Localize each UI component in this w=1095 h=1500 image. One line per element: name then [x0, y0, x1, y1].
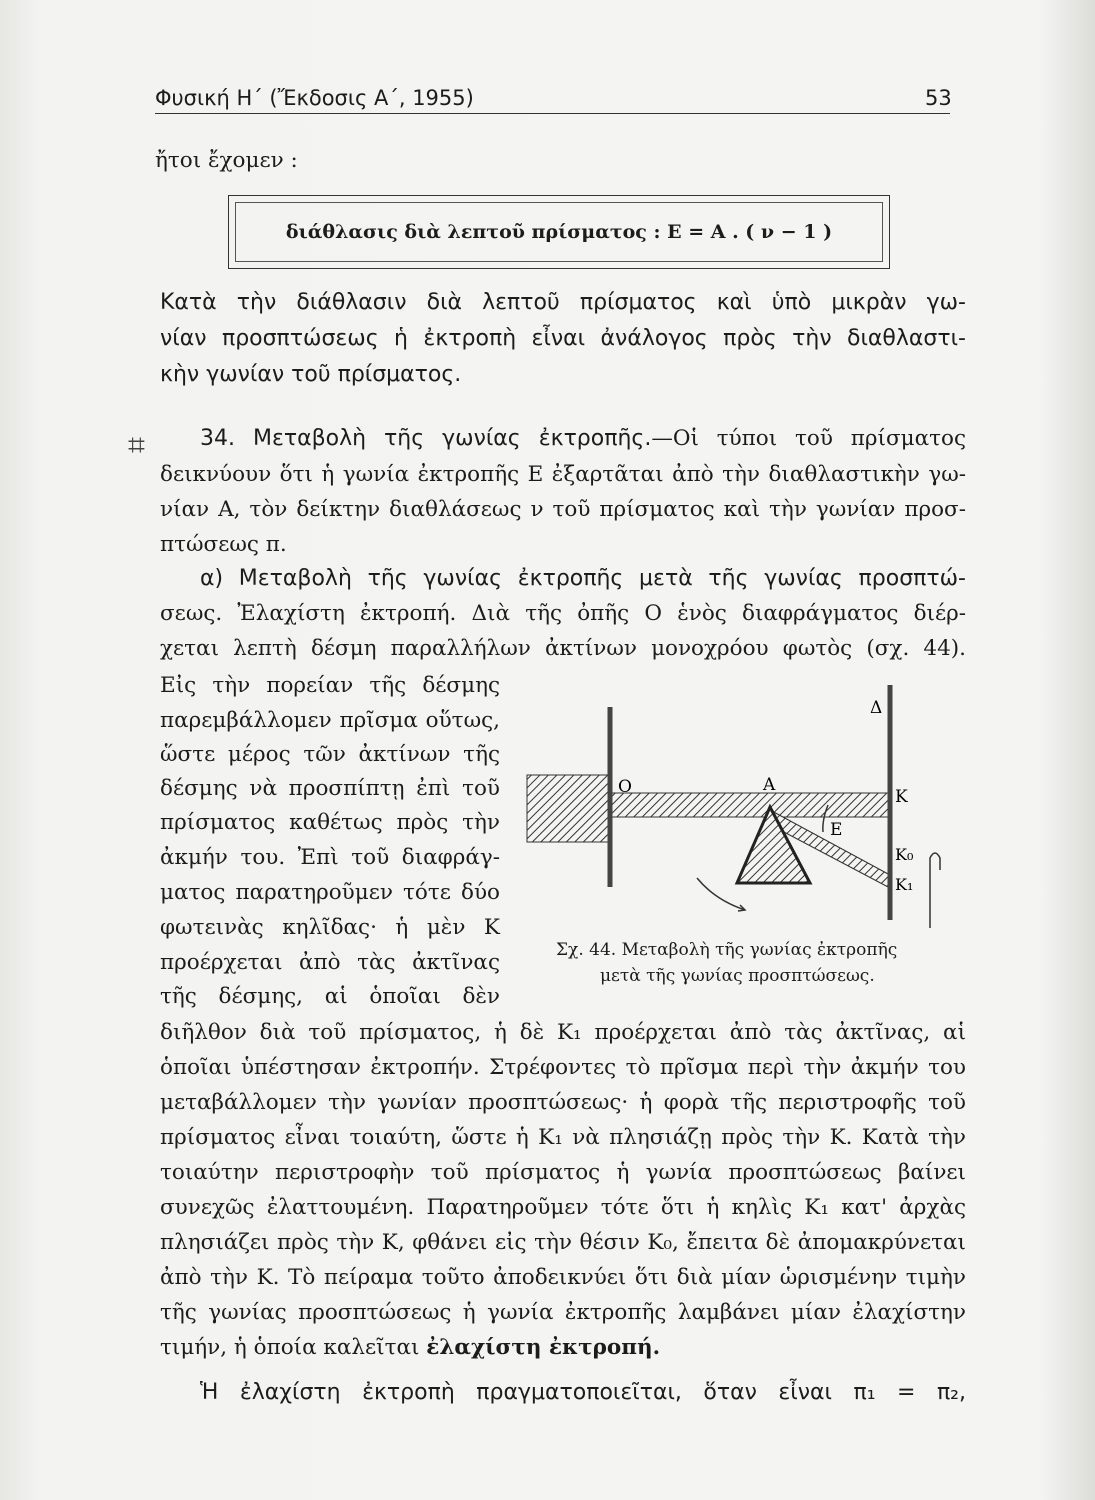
column-line: Εἰς τὴν πορείαν τῆς δέσμης	[160, 673, 500, 698]
header-rule	[155, 113, 950, 114]
motion-arrow	[930, 853, 940, 928]
body-line: μεταβάλλομεν τὴν γωνίαν προσπτώσεως· ἡ φορὰ τῆς περιστροφῆς τοῦ	[160, 1090, 966, 1115]
running-header-title: Φυσική Η΄ (Ἔκδοσις Α΄, 1955)	[155, 86, 474, 110]
column-line: πρίσματος καθέτως πρὸς τὴν	[160, 810, 500, 835]
label-O: Ο	[618, 777, 632, 797]
column-line: τῆς δέσμης, αἱ ὁποῖαι δὲν	[160, 984, 500, 1009]
incident-beam	[527, 775, 609, 842]
label-Delta: Δ	[870, 698, 883, 718]
label-K: Κ	[895, 787, 908, 807]
transmitted-beam	[609, 793, 891, 817]
handwritten-margin-mark: ⌗	[128, 428, 145, 463]
figure-44-diagram	[490, 680, 970, 930]
section-34-line: πτώσεως π.	[160, 532, 287, 557]
column-line: προέρχεται ἀπὸ τὰς ἀκτῖνας	[160, 950, 500, 975]
column-line: δέσμης νὰ προσπίπτῃ ἐπὶ τοῦ	[160, 776, 500, 801]
column-line: ὥστε μέρος τῶν ἀκτίνων τῆς	[160, 742, 500, 767]
body-line: ἀπὸ τὴν Κ. Τὸ πείραμα τοῦτο ἀποδεικνύει ὅτι διὰ μίαν ὡρισμένην τιμὴν	[160, 1265, 966, 1290]
column-line: φωτεινὰς κηλῖδας· ἡ μὲν Κ	[160, 915, 500, 940]
subsection-a-line: χεται λεπτὴ δέσμη παραλλήλων ἀκτίνων μονοχρόου φωτὸς (σχ. 44).	[160, 636, 966, 661]
label-K1: Κ₁	[895, 875, 914, 894]
body-text: τιμήν, ἡ ὁποία καλεῖται	[160, 1335, 420, 1360]
label-E: Ε	[830, 820, 843, 840]
body-line: ὁποῖαι ὑπέστησαν ἐκτροπήν. Στρέφοντες τὸ πρῖσμα περὶ τὴν ἀκμήν του	[160, 1055, 966, 1080]
column-line: ματος παρατηροῦμεν τότε δύο	[160, 880, 500, 905]
page-number: 53	[925, 86, 952, 110]
para1-line: κὴν γωνίαν τοῦ πρίσματος.	[160, 362, 462, 387]
body-line: διῆλθον διὰ τοῦ πρίσματος, ἡ δὲ Κ₁ προέρχεται ἀπὸ τὰς ἀκτῖνας, αἱ	[160, 1020, 966, 1045]
body-line: πλησιάζει πρὸς τὴν Κ, φθάνει εἰς τὴν θέσιν Κ₀, ἔπειτα δὲ ἀπομακρύνεται	[160, 1230, 966, 1255]
final-line: Ἡ ἐλαχίστη ἐκτροπὴ πραγματοποιεῖται, ὅταν εἶναι π₁ = π₂,	[200, 1380, 966, 1405]
intro-text: ἤτοι ἔχομεν :	[155, 148, 298, 173]
section-34-text: —Οἱ τύποι τοῦ πρίσματος	[651, 426, 966, 451]
label-K0: Κ₀	[895, 845, 914, 864]
label-A: Α	[763, 775, 776, 795]
figure-caption-line2: μετὰ τῆς γωνίας προσπτώσεως.	[600, 966, 875, 986]
body-line: συνεχῶς ἐλαττουμένη. Παρατηροῦμεν τότε ὅτι ἡ κηλὶς Κ₁ κατ' ἀρχὰς	[160, 1195, 966, 1220]
formula-box	[228, 195, 890, 269]
bold-term-minimum-deviation: ἐλαχίστη ἐκτροπή.	[426, 1335, 661, 1360]
section-34-heading: 34. Μεταβολὴ τῆς γωνίας ἐκτροπῆς.	[200, 426, 652, 451]
body-line: πρίσματος εἶναι τοιαύτη, ὥστε ἡ Κ₁ νὰ πλησιάζῃ πρὸς τὴν Κ. Κατὰ τὴν	[160, 1125, 966, 1150]
para1-line: νίαν προσπτώσεως ἡ ἐκτροπὴ εἶναι ἀνάλογος πρὸς τὴν διαθλαστι-	[160, 326, 966, 351]
column-line: ἀκμήν του. Ἐπὶ τοῦ διαφράγ-	[160, 845, 500, 870]
body-line: τῆς γωνίας προσπτώσεως ἡ γωνία ἐκτροπῆς λαμβάνει μίαν ἐλαχίστην	[160, 1300, 966, 1325]
column-line: παρεμβάλλομεν πρῖσμα οὕτως,	[160, 708, 500, 733]
section-34-line: νίαν Α, τὸν δείκτην διαθλάσεως ν τοῦ πρίσματος καὶ τὴν γωνίαν προσ-	[160, 497, 966, 522]
subsection-a-line: σεως. Ἐλαχίστη ἐκτροπή. Διὰ τῆς ὀπῆς Ο ἑνὸς διαφράγματος διέρ-	[160, 601, 966, 626]
section-34-line: δεικνύουν ὅτι ἡ γωνία ἐκτροπῆς Ε ἐξαρτᾶται ἀπὸ τὴν διαθλαστικὴν γω-	[160, 462, 966, 487]
body-line-last	[160, 1335, 660, 1360]
subsection-a-heading: α) Μεταβολὴ τῆς γωνίας ἐκτροπῆς μετὰ τῆς γωνίας προσπτώ-	[200, 566, 966, 591]
formula-text: διάθλασις διὰ λεπτοῦ πρίσματος : Ε = Α . ( ν − 1 )	[235, 202, 883, 262]
body-line: τοιαύτην περιστροφὴν τοῦ πρίσματος ἡ γωνία προσπτώσεως βαίνει	[160, 1160, 966, 1185]
prism	[737, 807, 810, 883]
section-34-first-line	[200, 426, 966, 451]
para1-line: Κατὰ τὴν διάθλασιν διὰ λεπτοῦ πρίσματος καὶ ὑπὸ μικρὰν γω-	[160, 290, 966, 315]
figure-caption-line1: Σχ. 44. Μεταβολὴ τῆς γωνίας ἐκτροπῆς	[556, 940, 898, 960]
